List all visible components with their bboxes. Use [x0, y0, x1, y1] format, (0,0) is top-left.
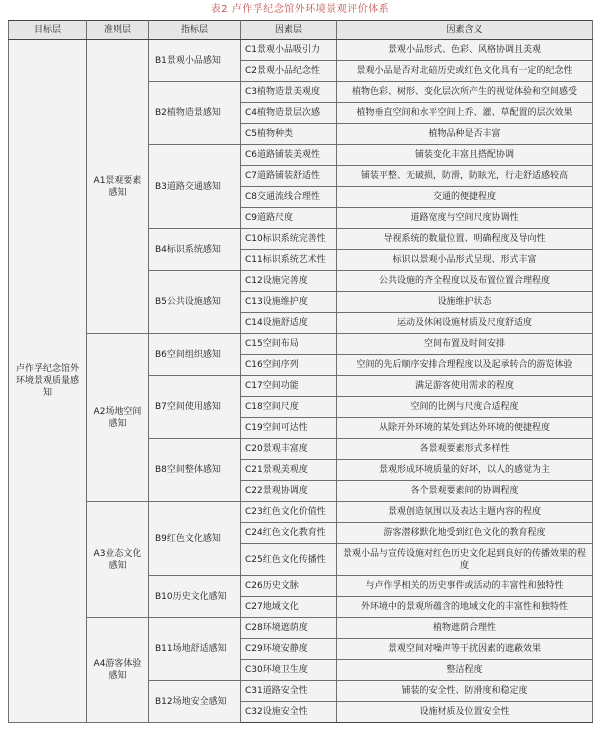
meaning-cell: 铺装平整、无破损，防滑，防眩光，行走舒适感较高 — [337, 166, 593, 187]
meaning-cell: 交通的便捷程度 — [337, 187, 593, 208]
header-factor: 因素层 — [241, 21, 337, 40]
factor-cell: C31道路安全性 — [241, 681, 337, 702]
meaning-cell: 景观小品与宣传设施对红色历史文化起到良好的传播效果的程度 — [337, 544, 593, 576]
factor-cell: C23红色文化价值性 — [241, 502, 337, 523]
factor-cell: C6道路铺装美观性 — [241, 145, 337, 166]
criteria-cell-a4: A4游客体验感知 — [87, 618, 149, 723]
indicator-cell-b12: B12场地安全感知 — [149, 681, 241, 723]
goal-cell: 卢作孚纪念馆外环境景观质量感知 — [9, 40, 87, 723]
factor-cell: C8交通流线合理性 — [241, 187, 337, 208]
meaning-cell: 铺装变化丰富且搭配协调 — [337, 145, 593, 166]
factor-cell: C26历史文脉 — [241, 576, 337, 597]
meaning-cell: 与卢作孚相关的历史事件或活动的丰富性和独特性 — [337, 576, 593, 597]
meaning-cell: 空间布置及时间安排 — [337, 334, 593, 355]
meaning-cell: 空间的先后顺序安排合理程度以及起承转合的游览体验 — [337, 355, 593, 376]
factor-cell: C3植物造景美观度 — [241, 82, 337, 103]
meaning-cell: 整洁程度 — [337, 660, 593, 681]
header-criteria: 准则层 — [87, 21, 149, 40]
meaning-cell: 游客潜移默化地受到红色文化的教育程度 — [337, 523, 593, 544]
meaning-cell: 各个景观要素间的协调程度 — [337, 481, 593, 502]
meaning-cell: 植物垂直空间和水平空间上乔、灌、草配置的层次效果 — [337, 103, 593, 124]
table-row — [9, 502, 593, 523]
factor-cell: C9道路尺度 — [241, 208, 337, 229]
meaning-cell: 道路宽度与空间尺度协调性 — [337, 208, 593, 229]
factor-cell: C25红色文化传播性 — [241, 544, 337, 576]
meaning-cell: 植物色彩、树形、变化层次所产生的视觉体验和空间感受 — [337, 82, 593, 103]
header-indicator: 指标层 — [149, 21, 241, 40]
table-row — [9, 334, 593, 355]
factor-cell: C13设施维护度 — [241, 292, 337, 313]
indicator-cell-b6: B6空间组织感知 — [149, 334, 241, 376]
header-row — [9, 21, 593, 40]
factor-cell: C32设施安全性 — [241, 702, 337, 723]
indicator-cell-b4: B4标识系统感知 — [149, 229, 241, 271]
meaning-cell: 空间的比例与尺度合适程度 — [337, 397, 593, 418]
factor-cell: C28环境遮荫度 — [241, 618, 337, 639]
meaning-cell: 导视系统的数量位置、明确程度及导向性 — [337, 229, 593, 250]
factor-cell: C22景观协调度 — [241, 481, 337, 502]
meaning-cell: 景观形成环境质量的好坏，以人的感觉为主 — [337, 460, 593, 481]
header-meaning: 因素含义 — [337, 21, 593, 40]
factor-cell: C4植物造景层次感 — [241, 103, 337, 124]
meaning-cell: 设施维护状态 — [337, 292, 593, 313]
factor-cell: C29环境安静度 — [241, 639, 337, 660]
factor-cell: C24红色文化教育性 — [241, 523, 337, 544]
factor-cell: C21景观美观度 — [241, 460, 337, 481]
factor-cell: C11标识系统艺术性 — [241, 250, 337, 271]
table-row — [9, 40, 593, 61]
factor-cell: C30环境卫生度 — [241, 660, 337, 681]
indicator-cell-b10: B10历史文化感知 — [149, 576, 241, 618]
indicator-cell-b1: B1景观小品感知 — [149, 40, 241, 82]
meaning-cell: 景观小品是否对北碚历史或红色文化具有一定的纪念性 — [337, 61, 593, 82]
factor-cell: C7道路铺装舒适性 — [241, 166, 337, 187]
meaning-cell: 景观创造氛围以及表达主题内容的程度 — [337, 502, 593, 523]
factor-cell: C5植物种类 — [241, 124, 337, 145]
meaning-cell: 各景观要素形式多样性 — [337, 439, 593, 460]
meaning-cell: 设施材质及位置安全性 — [337, 702, 593, 723]
meaning-cell: 满足游客使用需求的程度 — [337, 376, 593, 397]
meaning-cell: 运动及休闲设施材质及尺度舒适度 — [337, 313, 593, 334]
factor-cell: C18空间尺度 — [241, 397, 337, 418]
meaning-cell: 外环境中的景观所蕴含的地域文化的丰富性和独特性 — [337, 597, 593, 618]
meaning-cell: 铺装的安全性、防滑度和稳定度 — [337, 681, 593, 702]
factor-cell: C17空间功能 — [241, 376, 337, 397]
header-goal: 目标层 — [9, 21, 87, 40]
indicator-cell-b5: B5公共设施感知 — [149, 271, 241, 334]
meaning-cell: 景观小品形式、色彩、风格协调且美观 — [337, 40, 593, 61]
evaluation-table — [8, 20, 593, 723]
indicator-cell-b7: B7空间使用感知 — [149, 376, 241, 439]
indicator-cell-b8: B8空间整体感知 — [149, 439, 241, 502]
factor-cell: C10标识系统完善性 — [241, 229, 337, 250]
factor-cell: C20景观丰富度 — [241, 439, 337, 460]
meaning-cell: 从除开外环境的某处到达外环境的便捷程度 — [337, 418, 593, 439]
indicator-cell-b3: B3道路交通感知 — [149, 145, 241, 229]
indicator-cell-b9: B9红色文化感知 — [149, 502, 241, 576]
factor-cell: C16空间序列 — [241, 355, 337, 376]
criteria-cell-a2: A2场地空间感知 — [87, 334, 149, 502]
table-row — [9, 618, 593, 639]
factor-cell: C19空间可达性 — [241, 418, 337, 439]
factor-cell: C1景观小品吸引力 — [241, 40, 337, 61]
meaning-cell: 景观空间对噪声等干扰因素的遮蔽效果 — [337, 639, 593, 660]
factor-cell: C27地域文化 — [241, 597, 337, 618]
factor-cell: C14设施舒适度 — [241, 313, 337, 334]
indicator-cell-b2: B2植物造景感知 — [149, 82, 241, 145]
criteria-cell-a3: A3业态文化感知 — [87, 502, 149, 618]
factor-cell: C2景观小品纪念性 — [241, 61, 337, 82]
factor-cell: C12设施完善度 — [241, 271, 337, 292]
criteria-cell-a1: A1景观要素感知 — [87, 40, 149, 334]
meaning-cell: 公共设施的齐全程度以及布置位置合理程度 — [337, 271, 593, 292]
meaning-cell: 植物遮荫合理性 — [337, 618, 593, 639]
indicator-cell-b11: B11场地舒适感知 — [149, 618, 241, 681]
meaning-cell: 植物品种是否丰富 — [337, 124, 593, 145]
factor-cell: C15空间布局 — [241, 334, 337, 355]
meaning-cell: 标识以景观小品形式呈现、形式丰富 — [337, 250, 593, 271]
table-caption: 表2 卢作孚纪念馆外环境景观评价体系 — [210, 4, 390, 15]
